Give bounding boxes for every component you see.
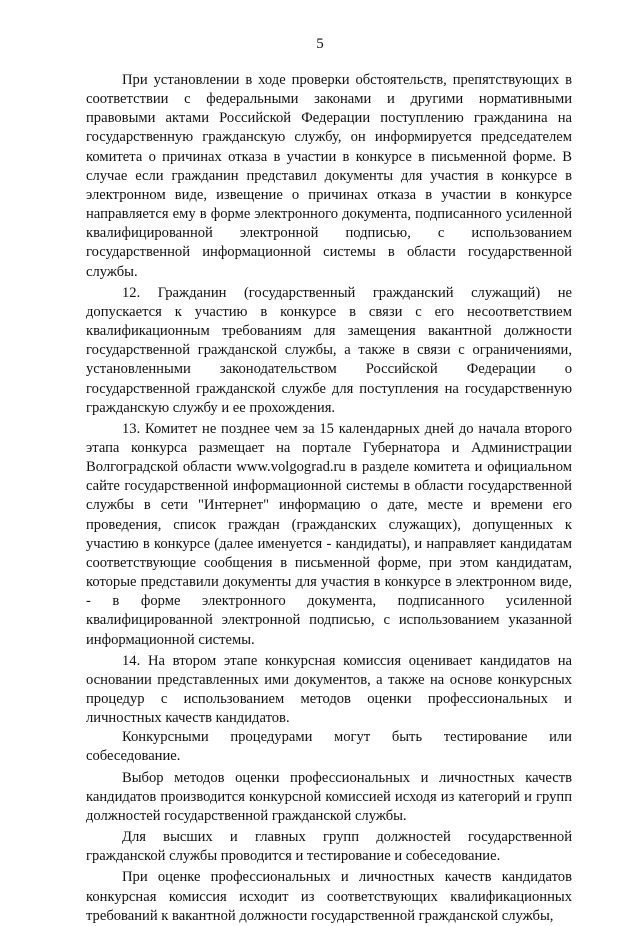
paragraph-higher-groups: Для высших и главных групп должностей государственной гражданской службы проводится и тестирование и собеседование. [86,829,572,865]
paragraph-item-12: 12. Гражданин (государственный гражданский служащий) не допускается к участию в конкурсе в связи с его несоответствием квалификационным требованиям для замещения вакантной должности государственной гражданской службы, а также в связи с ограничениями, установленными законодательством Российской Федерации о государственной гражданской службе для поступления на государственную гражданскую службу и ее прохождения. [86,284,572,416]
paragraph-item-13: 13. Комитет не позднее чем за 15 календарных дней до начала второго этапа конкурса размещает на портале Губернатора и Администрации Волгоградской области www.volgograd.ru в разделе комитета и официальном сайте государственной информационной системы в области государственной службы в сети "Интернет" информацию о дате, месте и времени его проведения, список граждан (гражданских служащих), допущенных к участию в конкурсе (далее именуется - кандидаты), и направляет кандидатам соответствующие сообщения в письменной форме, при этом кандидатам, которые представили документы для участия в конкурсе в электронном виде, - в форме электронного документа, подписанного усиленной квалифицированной электронной подписью, с использованием указанной информационной системы. [86,420,572,648]
paragraph-evaluation-criteria: При оценке профессиональных и личностных качеств кандидатов конкурсная комиссия исходит из соответствующих квалификационных требований к вакантной должности государственной гражданской службы, [86,869,572,924]
page-number: 5 [316,36,324,52]
paragraph-item-14: 14. На втором этапе конкурсная комиссия оценивает кандидатов на основании представленных ими документов, а также на основе конкурсных процедур с использованием методов оценки профессиональных и личностных качеств кандидатов. [86,652,572,727]
paragraph-procedures: Конкурсными процедурами могут быть тестирование или собеседование. [86,729,572,765]
paragraph-refusal-notice: При установлении в ходе проверки обстоятельств, препятствующих в соответствии с федеральными законами и другими нормативными правовыми актами Российской Федерации поступлению гражданина на государственную гражданскую службу, он информируется председателем комитета о причинах отказа в участии в конкурсе в письменной форме. В случае если гражданин представил документы для участия в конкурсе в электронном виде, извещение о причинах отказа в участии в конкурсе направляется ему в форме электронного документа, подписанного усиленной квалифицированной электронной подписью, с использованием государственной информационной системы в области государственной службы. [86,72,572,280]
paragraph-method-choice: Выбор методов оценки профессиональных и личностных качеств кандидатов производится конкурсной комиссией исходя из категорий и групп должностей государственной гражданской службы. [86,769,572,824]
document-body [86,71,572,926]
